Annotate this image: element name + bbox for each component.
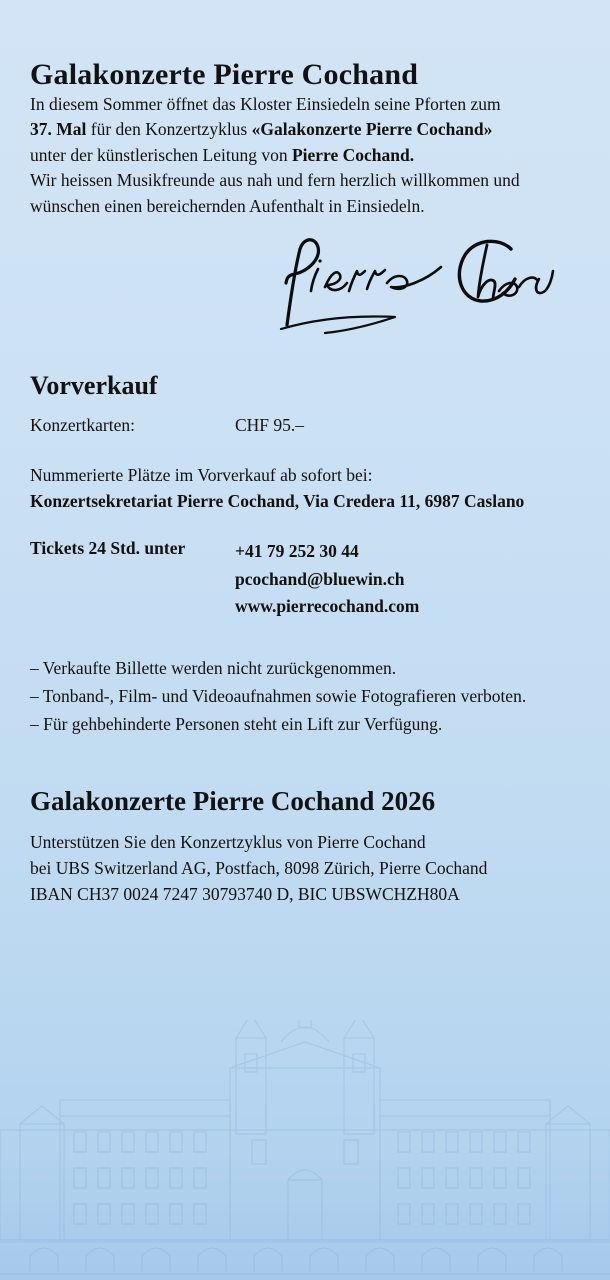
presale-info-line: Nummerierte Plätze im Vorverkauf ab sofort bei: [30, 464, 373, 485]
intro-line-3 [30, 143, 580, 168]
page-title: Galakonzerte Pierre Cochand [30, 58, 419, 91]
intro-line-3-text: unter der künstlerischen Leitung von [30, 144, 292, 165]
support-details [30, 829, 580, 908]
presale-office-address: Konzertsekretariat Pierre Cochand, Via Credera 11, 6987 Caslano [30, 491, 525, 512]
support-line-2: bei UBS Switzerland AG, Postfach, 8098 Zürich, Pierre Cochand [30, 858, 488, 878]
welcome-line-2: und wünschen einen bereichernden Aufenthalt in Einsiedeln. [30, 170, 520, 216]
tickets-contact-values [235, 538, 419, 619]
intro-artistic-director: Pierre Cochand. [291, 144, 415, 165]
intro-paragraph [30, 92, 580, 168]
ticket-price-row [30, 415, 580, 436]
presale-location-block [30, 462, 580, 515]
support-line-1: Unterstützen Sie den Konzertzyklus von Pierre Cochand [30, 831, 426, 852]
tickets-phone[interactable]: +41 79 252 30 44 [235, 541, 359, 562]
signature-block [30, 233, 580, 353]
handwritten-signature-icon [275, 233, 555, 343]
tickets-contact-block [30, 538, 580, 619]
tickets-label: Tickets 24 Std. unter [30, 538, 186, 559]
intro-cycle-name: «Galakonzerte Pierre Cochand» [251, 119, 493, 140]
rule-item-3: – Für gehbehinderte Personen steht ein Lift zur Verfügung. [30, 713, 443, 734]
welcome-line-1: Wir heissen Musikfreunde aus nah und fern herzlich willkommen [30, 170, 490, 191]
rule-item-1: – Verkaufte Billette werden nicht zurückgenommen. [30, 657, 397, 678]
rules-list [30, 654, 580, 738]
ticket-price-value: CHF 95.– [235, 414, 305, 435]
intro-line-2-text: für den Konzertzyklus [86, 119, 252, 140]
support-heading: Galakonzerte Pierre Cochand 2026 [30, 785, 436, 816]
intro-edition-count: 37. Mal [30, 119, 87, 140]
tickets-website[interactable]: www.pierrecochand.com [235, 595, 420, 616]
presale-heading: Vorverkauf [30, 370, 158, 400]
tickets-email[interactable]: pcochand@bluewin.ch [235, 568, 405, 589]
ticket-price-label: Konzertkarten: [30, 414, 135, 435]
monastery-silhouette-illustration [0, 1020, 610, 1280]
intro-line-2 [30, 117, 580, 142]
rule-item-2: – Tonband-, Film- und Videoaufnahmen sowie Fotografieren verboten. [30, 685, 527, 706]
intro-line-1: In diesem Sommer öffnet das Kloster Einsiedeln seine Pforten zum [30, 94, 501, 114]
support-line-3: IBAN CH37 0024 7247 30793740 D, BIC UBSWCHZH80A [30, 884, 460, 905]
welcome-paragraph [30, 168, 580, 219]
